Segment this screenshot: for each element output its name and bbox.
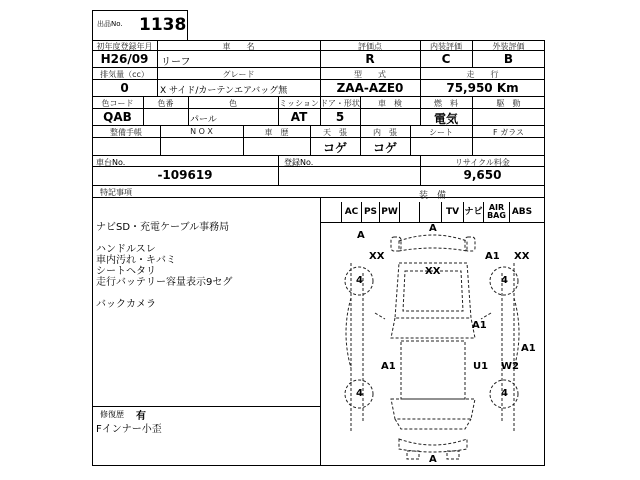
score-label: 評価点 [358, 42, 382, 51]
interior-value: C [441, 52, 451, 66]
grade-label: グレード [222, 70, 255, 79]
exterior-value: B [503, 52, 514, 66]
fuel-label: 燃 料 [434, 99, 458, 108]
mark-right-door-front: A1 [472, 320, 487, 331]
year-value: H26/09 [100, 52, 149, 66]
score-value: R [365, 52, 375, 66]
car-label: 車 名 [222, 42, 255, 51]
drive-label: 駆 動 [496, 99, 521, 108]
mark-left-door-rear: A1 [381, 361, 396, 372]
ceiling-value: コゲ [322, 141, 347, 155]
note-line: ハンドルスレ [96, 244, 156, 255]
equipment-item [399, 202, 419, 222]
chassis-value: -109619 [157, 168, 213, 182]
lot-number-box [92, 10, 188, 40]
doors-value: 5 [335, 110, 345, 124]
note-line: 車内汚れ・キバミ [96, 255, 176, 266]
model-label: 型 式 [354, 70, 386, 79]
car-diagram [321, 223, 544, 465]
color-label: 色 [229, 99, 237, 108]
mission-label: ミッション [279, 99, 319, 108]
mission-value: AT [290, 110, 308, 124]
equipment-item: AC [341, 202, 361, 222]
mark-rear-bumper: A [429, 454, 437, 465]
mark-fender-right-xx: XX [514, 251, 530, 262]
note-line: 走行バッテリー容量表示9セグ [96, 277, 233, 288]
equipment-item: ナビ [463, 202, 483, 222]
equipment-label: 装 備 [418, 191, 446, 201]
note-line [96, 233, 316, 244]
mark-tire-fr: 4 [501, 275, 508, 286]
interior-label: 内装評価 [430, 42, 462, 51]
repair-note: Fインナー小歪 [96, 424, 162, 435]
mileage-value: 75,950 Km [446, 81, 519, 95]
equipment-item [419, 202, 441, 222]
mark-tire-rl: 4 [356, 388, 363, 399]
equipment-item: PS [361, 202, 379, 222]
mark-right-door-rear-u1: U1 [473, 361, 489, 372]
nox-label: N O X [190, 127, 213, 136]
mark-front-bumper: A [429, 223, 437, 234]
inspection-label: 車 検 [378, 99, 402, 108]
interior-trim-label: 内 張 [373, 128, 397, 137]
displacement-value: 0 [120, 81, 129, 95]
displacement-label: 排気量（cc） [100, 70, 149, 79]
fglass-label: F ガラス [493, 128, 524, 137]
lot-number: 1138 [139, 15, 187, 35]
interior-trim-value: コゲ [372, 141, 397, 155]
mark-front-hood-left: A [357, 230, 365, 241]
equipment-item: PW [379, 202, 399, 222]
exterior-label: 外装評価 [492, 42, 525, 51]
mark-roof: XX [425, 266, 441, 277]
mileage-label: 走 行 [466, 70, 499, 79]
mark-tire-fl: 4 [356, 275, 363, 286]
color-value: パール [190, 115, 217, 125]
equipment-item: AIR BAG [483, 202, 509, 222]
mark-fender-right-a1: A1 [485, 251, 500, 262]
notes-label: 特記事項 [100, 188, 132, 197]
color-code-value: QAB [103, 110, 132, 124]
registration-label: 登録No. [284, 158, 314, 167]
mark-fender-left: XX [369, 251, 385, 262]
year-label: 初年度登録年月 [96, 42, 153, 51]
color-no-label: 色番 [157, 99, 174, 108]
recycle-label: リサイクル料金 [455, 158, 510, 167]
maintenance-label: 整備手帳 [110, 128, 142, 137]
lot-label: 出品No. [97, 20, 123, 28]
model-value: ZAA-AZE0 [336, 81, 404, 95]
grade-value: X サイド/カーテンエアバッグ無 [160, 86, 288, 96]
ceiling-label: 天 張 [323, 128, 347, 137]
repair-value: 有 [136, 411, 146, 422]
color-code-label: 色コード [101, 99, 134, 108]
note-line: シートヘタリ [96, 266, 156, 277]
fuel-value: 電気 [433, 112, 458, 126]
note-line: バックカメラ [96, 299, 156, 310]
seat-label: シート [429, 128, 453, 137]
repair-label: 修復歴 [100, 410, 124, 419]
equipment-item: TV [441, 202, 463, 222]
note-line: ナビSD・充電ケーブル事務局 [96, 222, 230, 233]
history-label: 車 歴 [264, 128, 289, 137]
notes-list [96, 222, 316, 310]
doors-label: ドア・形状 [320, 99, 360, 108]
mark-right-door-rear-w2: W2 [501, 361, 519, 372]
recycle-value: 9,650 [463, 168, 502, 182]
car-value: リーフ [161, 57, 191, 68]
mark-tire-rr: 4 [501, 388, 508, 399]
mark-right-rocker: A1 [521, 343, 536, 354]
equipment-item: ABS [509, 202, 534, 222]
note-line [96, 288, 316, 299]
chassis-label: 車台No. [96, 158, 126, 167]
